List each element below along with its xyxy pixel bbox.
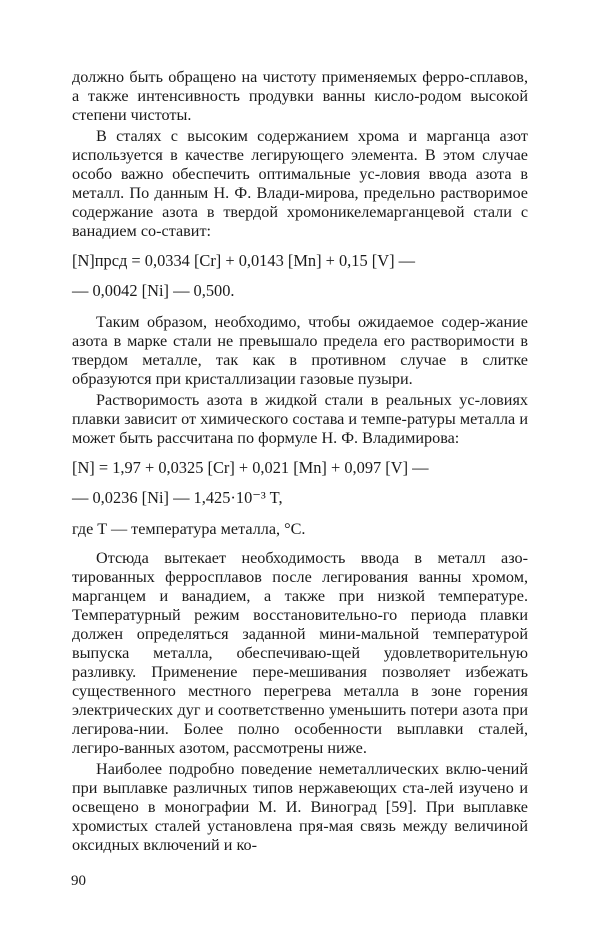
paragraph-6: Отсюда вытекает необходимость ввода в металл азо-тированных ферросплавов после легирования ванны хромом, марганцем и ванадием, а также при низкой температуре. Температурный режим восстановительно-го периода плавки должен определяться заданной мини-мальной температурой выпуска металла, обеспечиваю-щей удовлетворительную разливку. Применение пере-мешивания позволяет избежать существенного местного перегрева металла в зоне горения электрических дуг и соответственно уменьшить потери азота при легирова-нии. Более полно особенности выплавки сталей, легиро-ванных азотом, рассмотрены ниже. <box>72 549 528 757</box>
paragraph-4: Растворимость азота в жидкой стали в реальных ус-ловиях плавки зависит от химического состава и темпе-ратуры металла и может быть рассчитана по формуле Н. Ф. Владимирова: <box>72 391 528 447</box>
paragraph-1: должно быть обращено на чистоту применяемых ферро-сплавов, а также интенсивность продувки ванны кисло-родом высокой степени чистоты. <box>72 68 528 124</box>
page-number: 90 <box>71 873 86 889</box>
formula-2-line-2: — 0,0236 [Ni] — 1,425·10⁻³ T, <box>72 488 283 507</box>
paragraph-3: Таким образом, необходимо, чтобы ожидаемое содер-жание азота в марке стали не превышало предела его растворимости в твердом металле, так как в противном случае в слитке образуются при кристаллизации газовые пузыри. <box>72 313 528 388</box>
page-body <box>72 68 528 855</box>
formula-1-line-1: [N]прсд = 0,0334 [Cr] + 0,0143 [Mn] + 0,15 [V] — <box>72 251 416 270</box>
formula-2-line-1: [N] = 1,97 + 0,0325 [Cr] + 0,021 [Mn] + 0,097 [V] — <box>72 458 429 477</box>
paragraph-7: Наиболее подробно поведение неметаллических вклю-чений при выплавке различных типов нержавеющих ста-лей изучено и освещено в монографии М. И. Виноград [59]. При выплавке хромистых сталей установлена пря-мая связь между величиной оксидных включений и ко- <box>72 760 528 854</box>
paragraph-2: В сталях с высоким содержанием хрома и марганца азот используется в качестве легирующего элемента. В этом случае особо важно обеспечить оптимальные ус-ловия ввода азота в металл. По данным Н. Ф. Влади-мирова, предельно растворимое содержание азота в твердой хромоникелемарганцевой стали с ванадием со-ставит: <box>72 127 528 240</box>
paragraph-5: где T — температура металла, °C. <box>72 520 306 538</box>
formula-1-line-2: — 0,0042 [Ni] — 0,500. <box>72 281 235 300</box>
